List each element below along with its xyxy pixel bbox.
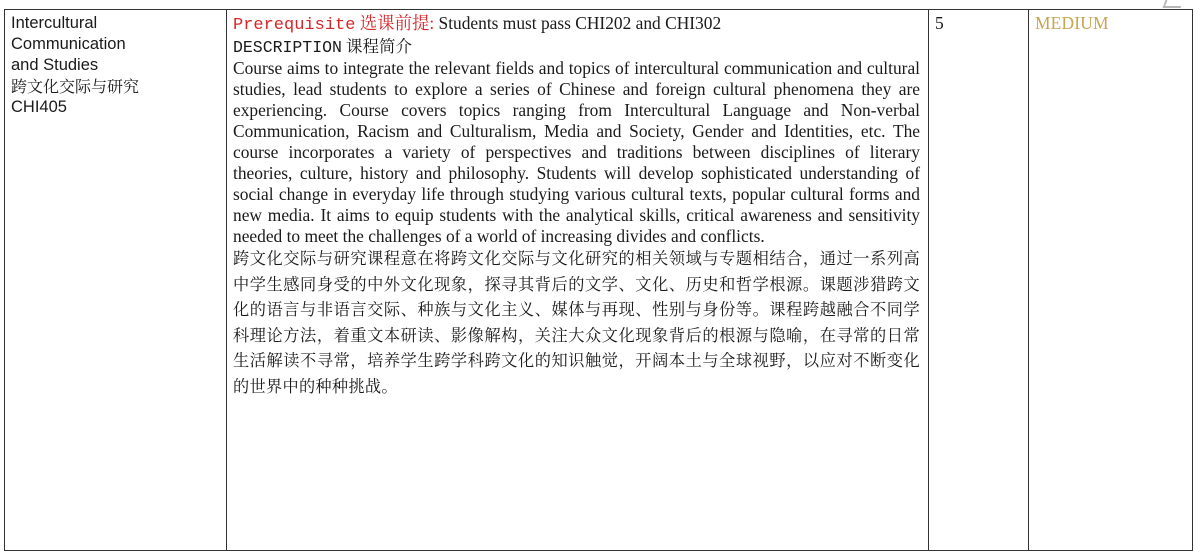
course-description-cell <box>227 10 929 551</box>
course-code: CHI405 <box>11 98 67 116</box>
course-title-line-3: and Studies <box>11 56 99 74</box>
description-heading-chinese: 课程简介 <box>341 37 413 56</box>
prerequisite-label: Prerequisite <box>233 16 356 35</box>
description-heading: DESCRIPTION <box>233 38 342 57</box>
prerequisite-label-chinese: 选课前提: <box>359 13 435 33</box>
course-credits: 5 <box>935 13 944 33</box>
prerequisite-line <box>233 13 920 36</box>
description-english: Course aims to integrate the relevant fields and topics of intercultural communication and cultural studies, lead students to explore a series of Chinese and foreign cultural phenomena they are experiencing. Course covers topics ranging from Intercultural Language and Non-verbal Communication, Racism and Culturalism, Media and Society, Gender and Identities, etc. The course incorporates a variety of perspectives and traditions between disciplines of literary theories, culture, history and philosophy. Students will develop sophisticated understanding of social change in everyday life through studying various cultural texts, popular cultural forms and new media. It aims to equip students with the analytical skills, critical awareness and sensitivity needed to meet the challenges of a world of increasing divides and conflicts. <box>233 58 920 246</box>
course-title-cell <box>5 10 227 551</box>
course-title-line-1: Intercultural <box>11 14 98 32</box>
course-level-cell <box>1029 10 1193 551</box>
page-corner-mark <box>1163 0 1184 8</box>
course-title-line-2: Communication <box>11 35 126 53</box>
course-level-badge: MEDIUM <box>1035 13 1109 33</box>
course-title-chinese: 跨文化交际与研究 <box>11 77 140 96</box>
table-row <box>5 10 1193 551</box>
description-heading-line <box>233 36 920 58</box>
course-credits-cell <box>929 10 1029 551</box>
description-chinese: 跨文化交际与研究课程意在将跨文化交际与文化研究的相关领域与专题相结合，通过一系列高中学生感同身受的中外文化现象，探寻其背后的文学、文化、历史和哲学根源。课题涉猎跨文化的语言与非语言交际、种族与文化主义、媒体与再现、性别与身份等。课程跨越融合不同学科理论方法，着重文本研读、影像解构，关注大众文化现象背后的根源与隐喻，在寻常的日常生活解读不寻常，培养学生跨学科跨文化的知识触觉，开阔本土与全球视野，以应对不断变化的世界中的种种挑战。 <box>233 250 920 396</box>
course-table <box>4 9 1193 551</box>
prerequisite-text: Students must pass CHI202 and CHI302 <box>434 13 722 33</box>
